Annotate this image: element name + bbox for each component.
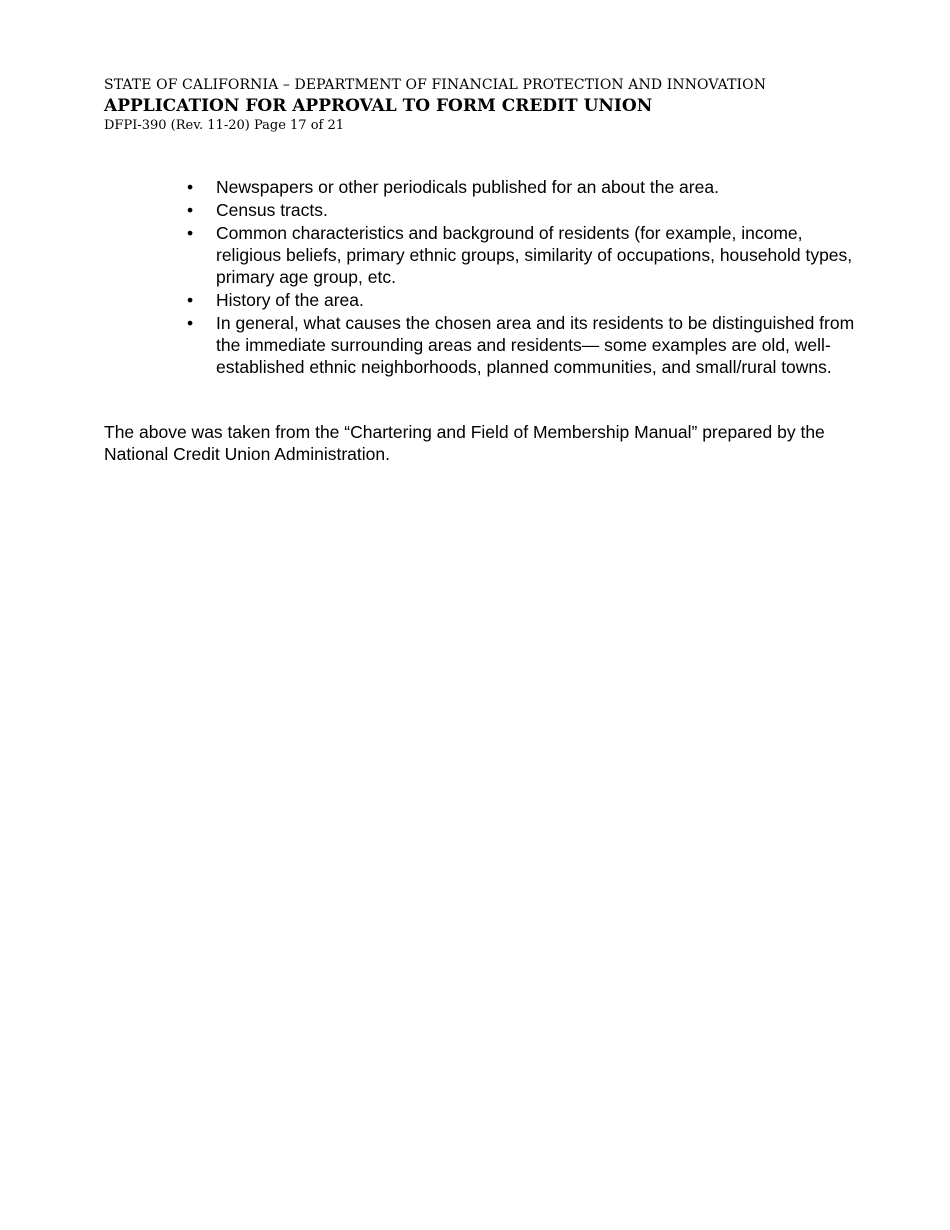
page-header — [104, 75, 904, 135]
agency-line: STATE OF CALIFORNIA – DEPARTMENT OF FINANCIAL PROTECTION AND INNOVATION — [104, 77, 767, 93]
list-item — [187, 312, 867, 378]
form-number-page: DFPI-390 (Rev. 11-20) Page 17 of 21 — [104, 118, 345, 133]
list-item-text: Newspapers or other periodicals published for an about the area. — [216, 177, 719, 197]
bullet-icon: • — [187, 200, 194, 220]
list-item-text: History of the area. — [216, 290, 364, 310]
source-note-paragraph: The above was taken from the “Chartering and Field of Membership Manual” prepared by the National Credit Union Administration. — [104, 422, 825, 464]
bullet-icon: • — [187, 177, 194, 197]
list-item-text: In general, what causes the chosen area and its residents to be distinguished from the immediate surrounding areas and residents— some examples are old, well-established ethnic neighborhoods, planned communities, and small/rural towns. — [216, 313, 855, 377]
list-item — [187, 222, 867, 288]
list-item-text: Common characteristics and background of residents (for example, income, religious beliefs, primary ethnic groups, similarity of occupations, household types, primary age group, etc. — [216, 223, 853, 287]
list-item — [187, 199, 867, 221]
list-item-text: Census tracts. — [216, 200, 328, 220]
bullet-icon: • — [187, 313, 194, 333]
bullet-icon: • — [187, 290, 194, 310]
form-title: APPLICATION FOR APPROVAL TO FORM CREDIT UNION — [104, 96, 653, 116]
criteria-bullet-list — [187, 176, 867, 379]
bullet-icon: • — [187, 223, 194, 243]
list-item — [187, 289, 867, 311]
list-item — [187, 176, 867, 198]
